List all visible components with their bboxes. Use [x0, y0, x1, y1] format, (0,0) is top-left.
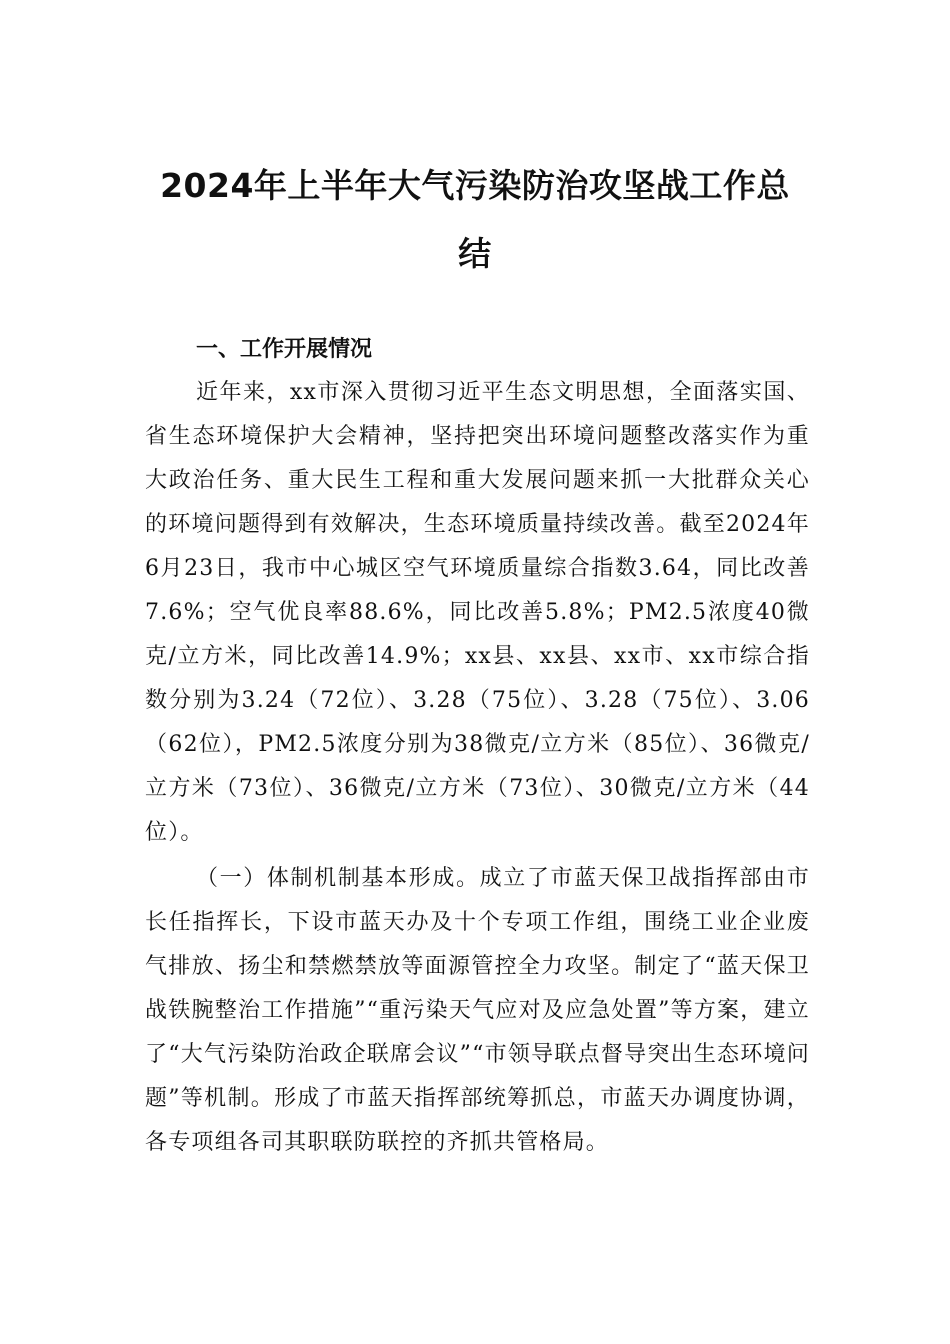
section-heading: 一、工作开展情况 [196, 337, 373, 362]
paragraph-mechanism: （一）体制机制基本形成。成立了市蓝天保卫战指挥部由市长任指挥长，下设市蓝天办及十个专项工作组，围绕工业企业废气排放、扬尘和禁燃禁放等面源管控全力攻坚。制定了“蓝天保卫战铁腕整治工作措施”“重污染天气应对及应急处置”等方案，建立了“大气污染防治政企联席会议”“市领导联点督导突出生态环境问题”等机制。形成了市蓝天指挥部统筹抓总，市蓝天办调度协调，各专项组各司其职联防联控的齐抓共管格局。 [145, 866, 810, 1155]
paragraph-overview: 近年来，xx市深入贯彻习近平生态文明思想，全面落实国、省生态环境保护大会精神，坚持把突出环境问题整改落实作为重大政治任务、重大民生工程和重大发展问题来抓一大批群众关心的环境问题得到有效解决，生态环境质量持续改善。截至2024年6月23日，我市中心城区空气环境质量综合指数3.64，同比改善7.6%；空气优良率88.6%，同比改善5.8%；PM2.5浓度40微克/立方米，同比改善14.9%；xx县、xx县、xx市、xx市综合指数分别为3.24（72位）、3.28（75位）、3.28（75位）、3.06（62位），PM2.5浓度分别为38微克/立方米（85位）、36微克/立方米（73位）、36微克/立方米（73位）、30微克/立方米（44位）。 [145, 380, 810, 845]
document-title: 2024年上半年大气污染防治攻坚战工作总结 [160, 166, 790, 273]
